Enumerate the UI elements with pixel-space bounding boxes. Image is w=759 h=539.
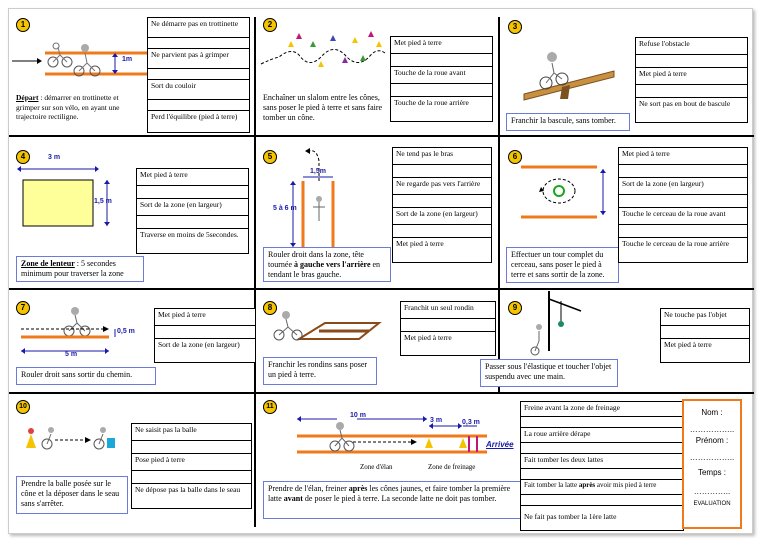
step-number: 1 xyxy=(16,18,30,32)
grid-line xyxy=(254,17,256,527)
run-up-distance-label: 10 m xyxy=(350,412,366,419)
criterion: La roue arrière dérape xyxy=(521,428,683,443)
criterion-blank xyxy=(521,495,683,506)
criterion: Perd l'équilibre (pied à terre) xyxy=(151,112,238,121)
firstname-label: Prénom : xyxy=(695,436,729,445)
criteria-table xyxy=(390,36,493,122)
criteria-table xyxy=(154,308,256,363)
grid-line xyxy=(498,17,500,392)
criterion: Ne dépose pas la balle dans le seau xyxy=(135,485,241,494)
description-text: en tendant le bras gauche. xyxy=(268,260,381,279)
firstname-field[interactable]: …………….. xyxy=(689,453,735,462)
criterion-blank xyxy=(148,38,249,49)
criterion: Touche de la roue arrière xyxy=(394,98,469,107)
name-label: Nom : xyxy=(701,408,723,417)
step-number: 5 xyxy=(263,150,277,164)
step-number: 2 xyxy=(263,18,277,32)
evaluation-box xyxy=(682,399,742,529)
time-label: Temps : xyxy=(697,468,726,477)
criterion-text: avoir mis pied à terre xyxy=(595,481,657,489)
criterion: Ne fait pas tomber la 1ère latte xyxy=(524,512,617,521)
description: Franchir la bascule, sans tomber. xyxy=(506,113,630,131)
description xyxy=(263,247,391,282)
criterion-blank xyxy=(619,165,747,178)
step-number: 8 xyxy=(263,301,277,315)
criteria-table xyxy=(392,147,492,263)
criteria-table xyxy=(635,37,748,123)
hanging-object-diagram xyxy=(521,291,601,361)
description: Prendre la balle posée sur le cône et la déposer dans le seau sans s'arrêter. xyxy=(16,476,128,514)
criterion: Ne démarre pas en trottinette xyxy=(148,18,249,38)
name-field[interactable]: …………….. xyxy=(689,425,735,434)
criterion: Met pied à terre xyxy=(636,68,747,85)
description-text: les cônes jaunes, et faire tomber la première latte xyxy=(268,484,511,503)
criterion: Franchit un seul rondin xyxy=(401,302,495,319)
criterion-blank xyxy=(393,195,491,208)
grid-line xyxy=(9,392,754,394)
criterion: Touche le cerceau de la roue arrière xyxy=(622,239,729,248)
step-number: 11 xyxy=(263,400,277,414)
criterion: Refuse l'obstacle xyxy=(636,38,747,55)
seesaw-diagram xyxy=(514,39,624,109)
step-number: 9 xyxy=(508,301,522,315)
slalom-diagram xyxy=(259,29,389,79)
description: Passer sous l'élastique et toucher l'objet suspendu avec une main. xyxy=(480,359,618,387)
hoop-diagram xyxy=(517,159,617,239)
criterion: Met pied à terre xyxy=(391,37,492,54)
description-bold: à gauche vers l'arrière xyxy=(294,260,371,269)
description-text: de poser le pied à terre. La seconde latte ne doit pas tomber. xyxy=(302,494,497,503)
description-bold: après xyxy=(348,484,368,493)
criterion: Met pied à terre xyxy=(137,169,248,186)
criterion: Traverse en moins de 5secondes. xyxy=(140,230,239,239)
criterion: Fait tomber les deux lattes xyxy=(521,454,683,469)
criterion: Met pied à terre xyxy=(396,239,444,248)
bar-spacing-label: 0,3 m xyxy=(462,419,480,426)
criterion-blank xyxy=(636,85,747,98)
criterion: Met pied à terre xyxy=(664,340,712,349)
slow-zone-diagram xyxy=(17,164,137,229)
criterion-blank xyxy=(401,319,495,332)
run-up-zone-label: Zone d'élan xyxy=(360,463,393,471)
criterion-blank xyxy=(521,443,683,454)
criterion-blank xyxy=(636,55,747,68)
description xyxy=(263,481,524,519)
step-number: 7 xyxy=(16,301,30,315)
step-number: 6 xyxy=(508,150,522,164)
braking-distance-label: 3 m xyxy=(430,417,443,424)
criterion: Ne tend pas le bras xyxy=(393,148,491,165)
finish-label: Arrivée xyxy=(486,440,514,449)
criterion: Met pied à terre xyxy=(155,309,255,326)
criterion: Touche le cerceau de la roue avant xyxy=(619,208,747,225)
time-field[interactable]: ………….. xyxy=(693,487,731,496)
description-bold: Départ xyxy=(16,93,39,102)
description-text: Rouler droit dans la zone, tête tournée xyxy=(268,250,364,269)
criterion: Ne parvient pas à grimper xyxy=(148,49,249,69)
criteria-table xyxy=(131,423,252,509)
description: Rouler droit sans sortir du chemin. xyxy=(16,367,156,385)
criterion: Sort de la zone (en largeur) xyxy=(158,340,240,349)
criteria-table xyxy=(520,401,684,531)
criterion: Sort de la zone (en largeur) xyxy=(393,208,491,225)
criterion-blank xyxy=(137,216,248,229)
description-bold: Zone de lenteur xyxy=(21,259,75,268)
criterion-blank xyxy=(148,69,249,80)
height-label: 5 à 6 m xyxy=(273,205,297,212)
logs-diagram xyxy=(269,309,389,354)
description: Enchaîner un slalom entre les cônes, sans poser le pied à terre et sans faire tomber un cône. xyxy=(263,93,385,129)
braking-zone-label: Zone de freinage xyxy=(428,463,476,471)
criterion: Met pied à terre xyxy=(619,148,747,165)
criteria-table xyxy=(660,308,750,363)
criterion: Ne regarde pas vers l'arrière xyxy=(393,178,491,195)
criterion-blank xyxy=(391,54,492,67)
description-text: Prendre de l'élan, freiner xyxy=(268,484,349,493)
criterion-blank xyxy=(393,165,491,178)
description-bold: avant xyxy=(283,494,303,503)
criterion-blank xyxy=(619,225,747,238)
criteria-table xyxy=(136,168,249,254)
height-label: 0,5 m xyxy=(117,328,135,335)
criteria-table xyxy=(400,301,496,356)
criterion: Sort du couloir xyxy=(148,80,249,100)
criterion-blank xyxy=(521,469,683,480)
ball-diagram xyxy=(19,414,129,454)
description xyxy=(16,93,141,129)
description-text: : 5 secondes minimum pour traverser la zone xyxy=(21,259,124,278)
criterion xyxy=(521,480,683,495)
criterion: Sort de la zone (en largeur) xyxy=(137,199,248,216)
evaluation-sheet xyxy=(8,8,753,534)
criterion: Touche de la roue avant xyxy=(391,67,492,84)
grid-line xyxy=(9,288,754,290)
criterion-bold: après xyxy=(578,481,596,489)
criterion: Sort de la zone (en largeur) xyxy=(619,178,747,195)
criterion: Pose pied à terre xyxy=(132,454,251,471)
criterion-blank xyxy=(148,100,249,111)
width-label: 3 m xyxy=(48,154,61,161)
criterion-blank xyxy=(393,225,491,238)
criterion-blank xyxy=(521,417,683,428)
criterion-blank xyxy=(137,186,248,199)
criterion-blank xyxy=(661,326,749,339)
criterion: Ne sort pas en bout de bascule xyxy=(639,99,731,108)
criterion: Freine avant la zone de freinage xyxy=(521,402,683,417)
description-text: : démarrer en trottinette et grimper sur son vélo, en ayant une trajectoire rectiligne. xyxy=(16,93,120,121)
criterion: Ne saisit pas la balle xyxy=(132,424,251,441)
criterion-blank xyxy=(155,326,255,339)
evaluation-title: EVALUATION xyxy=(693,501,731,507)
look-back-diagram xyxy=(279,141,369,249)
criteria-table xyxy=(147,17,250,133)
step-number: 3 xyxy=(508,20,522,34)
criterion-blank xyxy=(132,441,251,454)
step-number: 10 xyxy=(16,400,30,414)
width-label: 1,5m xyxy=(310,168,326,175)
width-label: 1m xyxy=(122,56,133,63)
description xyxy=(16,256,144,282)
criterion: Ne touche pas l'objet xyxy=(661,309,749,326)
width-label: 5 m xyxy=(65,351,78,358)
description: Effectuer un tour complet du cerceau, sans poser le pied à terre et sans sortir de la zone. xyxy=(506,247,619,283)
grid-line xyxy=(9,135,754,137)
description: Franchir les rondins sans poser un pied à terre. xyxy=(263,357,377,385)
criterion-blank xyxy=(619,195,747,208)
criterion-text: Fait tomber la latte xyxy=(524,481,579,489)
step-number: 4 xyxy=(16,150,30,164)
height-label: 1,5 m xyxy=(94,198,112,205)
criterion-blank xyxy=(132,471,251,484)
criteria-table xyxy=(618,147,748,263)
criterion-blank xyxy=(391,84,492,97)
criterion: Met pied à terre xyxy=(404,333,452,342)
